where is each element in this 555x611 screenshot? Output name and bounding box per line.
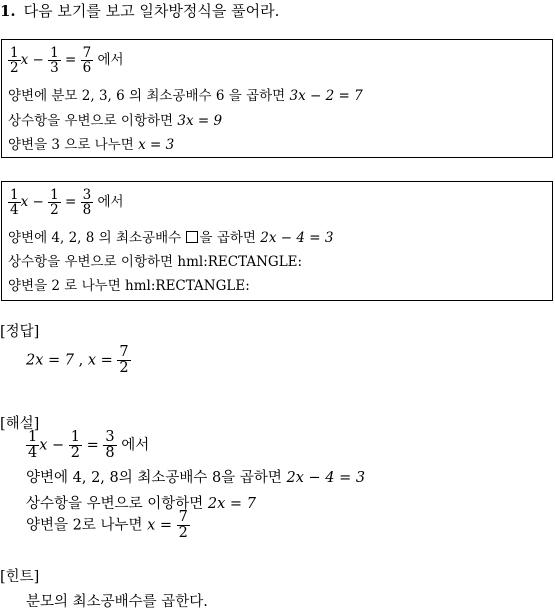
example2-equation: $\frac{1}{4}$ x − $\frac{1}{2}$ = $\frac{3}{8}$ 에서	[10, 187, 124, 219]
example-box-1	[1, 39, 553, 158]
answer-body: 2x = 7 , x = $\frac{7}{2}$	[26, 344, 129, 377]
hint-text: 분모의 최소공배수를 곱한다.	[26, 594, 208, 610]
solution-label: [해설]	[0, 416, 40, 432]
question-prompt: 다음 보기를 보고 일차방정식을 풀어라.	[23, 2, 280, 20]
fraction: $\frac{1}{4}$	[10, 187, 19, 219]
example2-step-2: 양변에 4, 2, 8 의 최소공배수 을 곱하면 2x − 4 = 3	[8, 230, 334, 246]
fraction: $\frac{1}{3}$	[50, 45, 59, 77]
question-number: 1.	[0, 2, 16, 20]
solution-equation: $\frac{1}{4}$ x − $\frac{1}{2}$ = $\frac{3}{8}$ 에서	[28, 429, 150, 462]
fraction: $\frac{1}{4}$	[28, 429, 38, 462]
example-box-2	[1, 181, 553, 301]
fraction: $\frac{7}{2}$	[119, 344, 129, 377]
example1-step-2: 양변에 분모 2, 3, 6 의 최소공배수 6 을 곱하면 3x − 2 = 7	[8, 88, 363, 104]
example1-step-3: 상수항을 우변으로 이항하면 3x = 9	[8, 113, 223, 129]
example1-step-4: 양변을 3 으로 나누면 x = 3	[8, 137, 175, 153]
fraction: $\frac{3}{8}$	[82, 187, 92, 219]
blank-box	[186, 231, 198, 243]
solution-step-2: 양변에 4, 2, 8의 최소공배수 8을 곱하면 2x − 4 = 3	[26, 470, 366, 486]
answer-label: [정답]	[0, 324, 40, 340]
example2-step-4: 양변을 2 로 나누면 hml:RECTANGLE:	[8, 278, 250, 294]
solution-step-4: 양변을 2로 나누면 x = $\frac{7}{2}$	[26, 509, 188, 542]
solution-step-3: 상수항을 우변으로 이항하면 2x = 7	[26, 496, 256, 512]
fraction: $\frac{7}{2}$	[178, 509, 188, 542]
fraction: $\frac{1}{2}$	[50, 187, 59, 219]
example1-equation: $\frac{1}{2}$ x − $\frac{1}{3}$ = $\frac{7}{6}$ 에서	[10, 45, 124, 77]
fraction: $\frac{1}{2}$	[10, 45, 19, 77]
question-title	[0, 1, 279, 21]
hint-label: [힌트]	[0, 569, 40, 585]
example2-step-3: 상수항을 우변으로 이항하면 hml:RECTANGLE:	[8, 254, 303, 270]
fraction: $\frac{7}{6}$	[82, 45, 92, 77]
fraction: $\frac{3}{8}$	[105, 429, 115, 462]
fraction: $\frac{1}{2}$	[70, 429, 81, 462]
